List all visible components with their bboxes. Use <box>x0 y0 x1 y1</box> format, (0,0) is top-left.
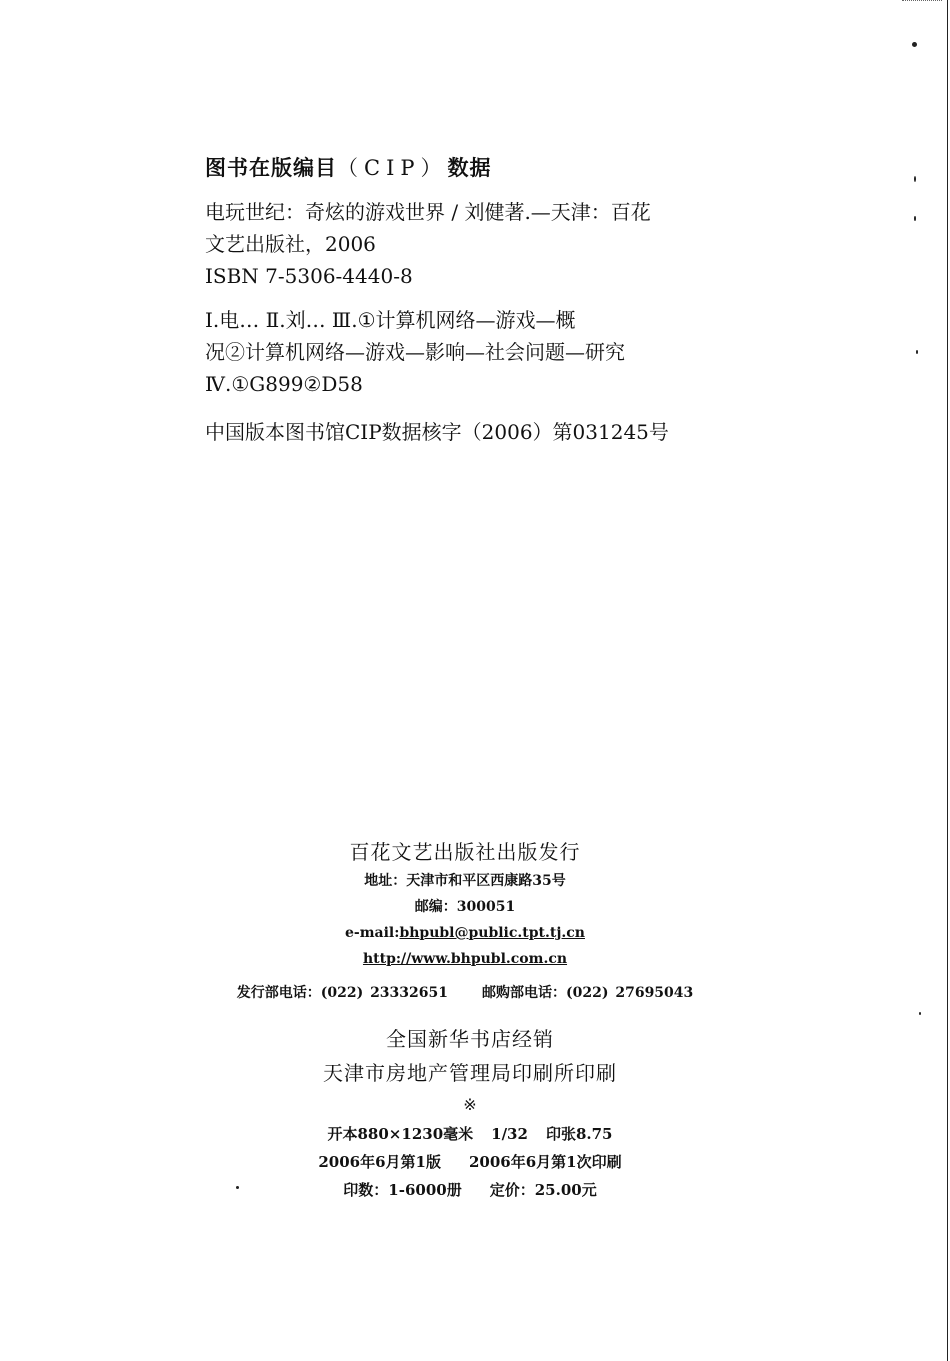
print-run: 印数：1-6000册 <box>343 1181 462 1199</box>
scan-speck <box>916 350 918 354</box>
isbn: ISBN 7-5306-4440-8 <box>205 264 413 288</box>
email-line <box>0 920 950 946</box>
scan-speck <box>914 176 916 182</box>
printing: 2006年6月第1次印刷 <box>469 1153 622 1171</box>
cip-subjects <box>205 304 765 400</box>
website-line <box>0 946 950 972</box>
cip-heading <box>205 150 765 186</box>
address: 地址：天津市和平区西康路35号 <box>364 873 566 889</box>
phone-line <box>0 980 950 1006</box>
scan-speck <box>912 42 917 47</box>
cip-heading-main: 图书在版编目 <box>205 156 337 180</box>
cip-record-line: 电玩世纪：奇炫的游戏世界 / 刘健著.—天津：百花 <box>205 200 651 224</box>
subjects-line: Ⅰ.电… Ⅱ.刘… Ⅲ.①计算机网络—游戏—概 <box>205 308 576 332</box>
separator-mark: ※ <box>463 1095 477 1114</box>
scan-speck <box>914 216 916 221</box>
cip-heading-paren: （CIP） <box>337 156 448 180</box>
distributor: 全国新华书店经销 <box>386 1027 554 1051</box>
mail-order-phone: 邮购部电话：(022) 27695043 <box>482 985 694 1001</box>
cip-record <box>205 196 765 292</box>
subjects-line: 况②计算机网络—游戏—影响—社会问题—研究 <box>205 340 625 364</box>
imprint-block <box>0 836 950 1204</box>
email-link[interactable]: bhpubl@public.tpt.tj.cn <box>399 925 585 941</box>
website-link[interactable]: http://www.bhpubl.com.cn <box>362 951 568 967</box>
scan-artifact <box>902 0 942 4</box>
format-fraction: 1/32 <box>491 1125 528 1143</box>
price: 定价：25.00元 <box>489 1181 597 1199</box>
format: 开本880×1230毫米 <box>327 1125 474 1143</box>
cip-number: 中国版本图书馆CIP数据核字（2006）第031245号 <box>205 420 669 444</box>
printed-sheets: 印张8.75 <box>545 1125 613 1143</box>
cip-record-line: 文艺出版社，2006 <box>205 232 376 256</box>
email-label: e-mail: <box>345 925 400 941</box>
cip-heading-tail: 数据 <box>447 156 492 180</box>
postcode: 邮编：300051 <box>414 899 516 915</box>
printer: 天津市房地产管理局印刷所印刷 <box>323 1061 617 1085</box>
edition-line <box>0 1148 950 1176</box>
edition: 2006年6月第1版 <box>318 1153 441 1171</box>
classification: Ⅳ.①G899②D58 <box>205 372 363 396</box>
run-price-line <box>0 1176 950 1204</box>
publisher-name: 百花文艺出版社出版发行 <box>349 840 581 864</box>
format-line <box>0 1120 950 1148</box>
cip-data-block <box>205 150 765 468</box>
distribution-phone: 发行部电话：(022) 23332651 <box>236 985 448 1001</box>
